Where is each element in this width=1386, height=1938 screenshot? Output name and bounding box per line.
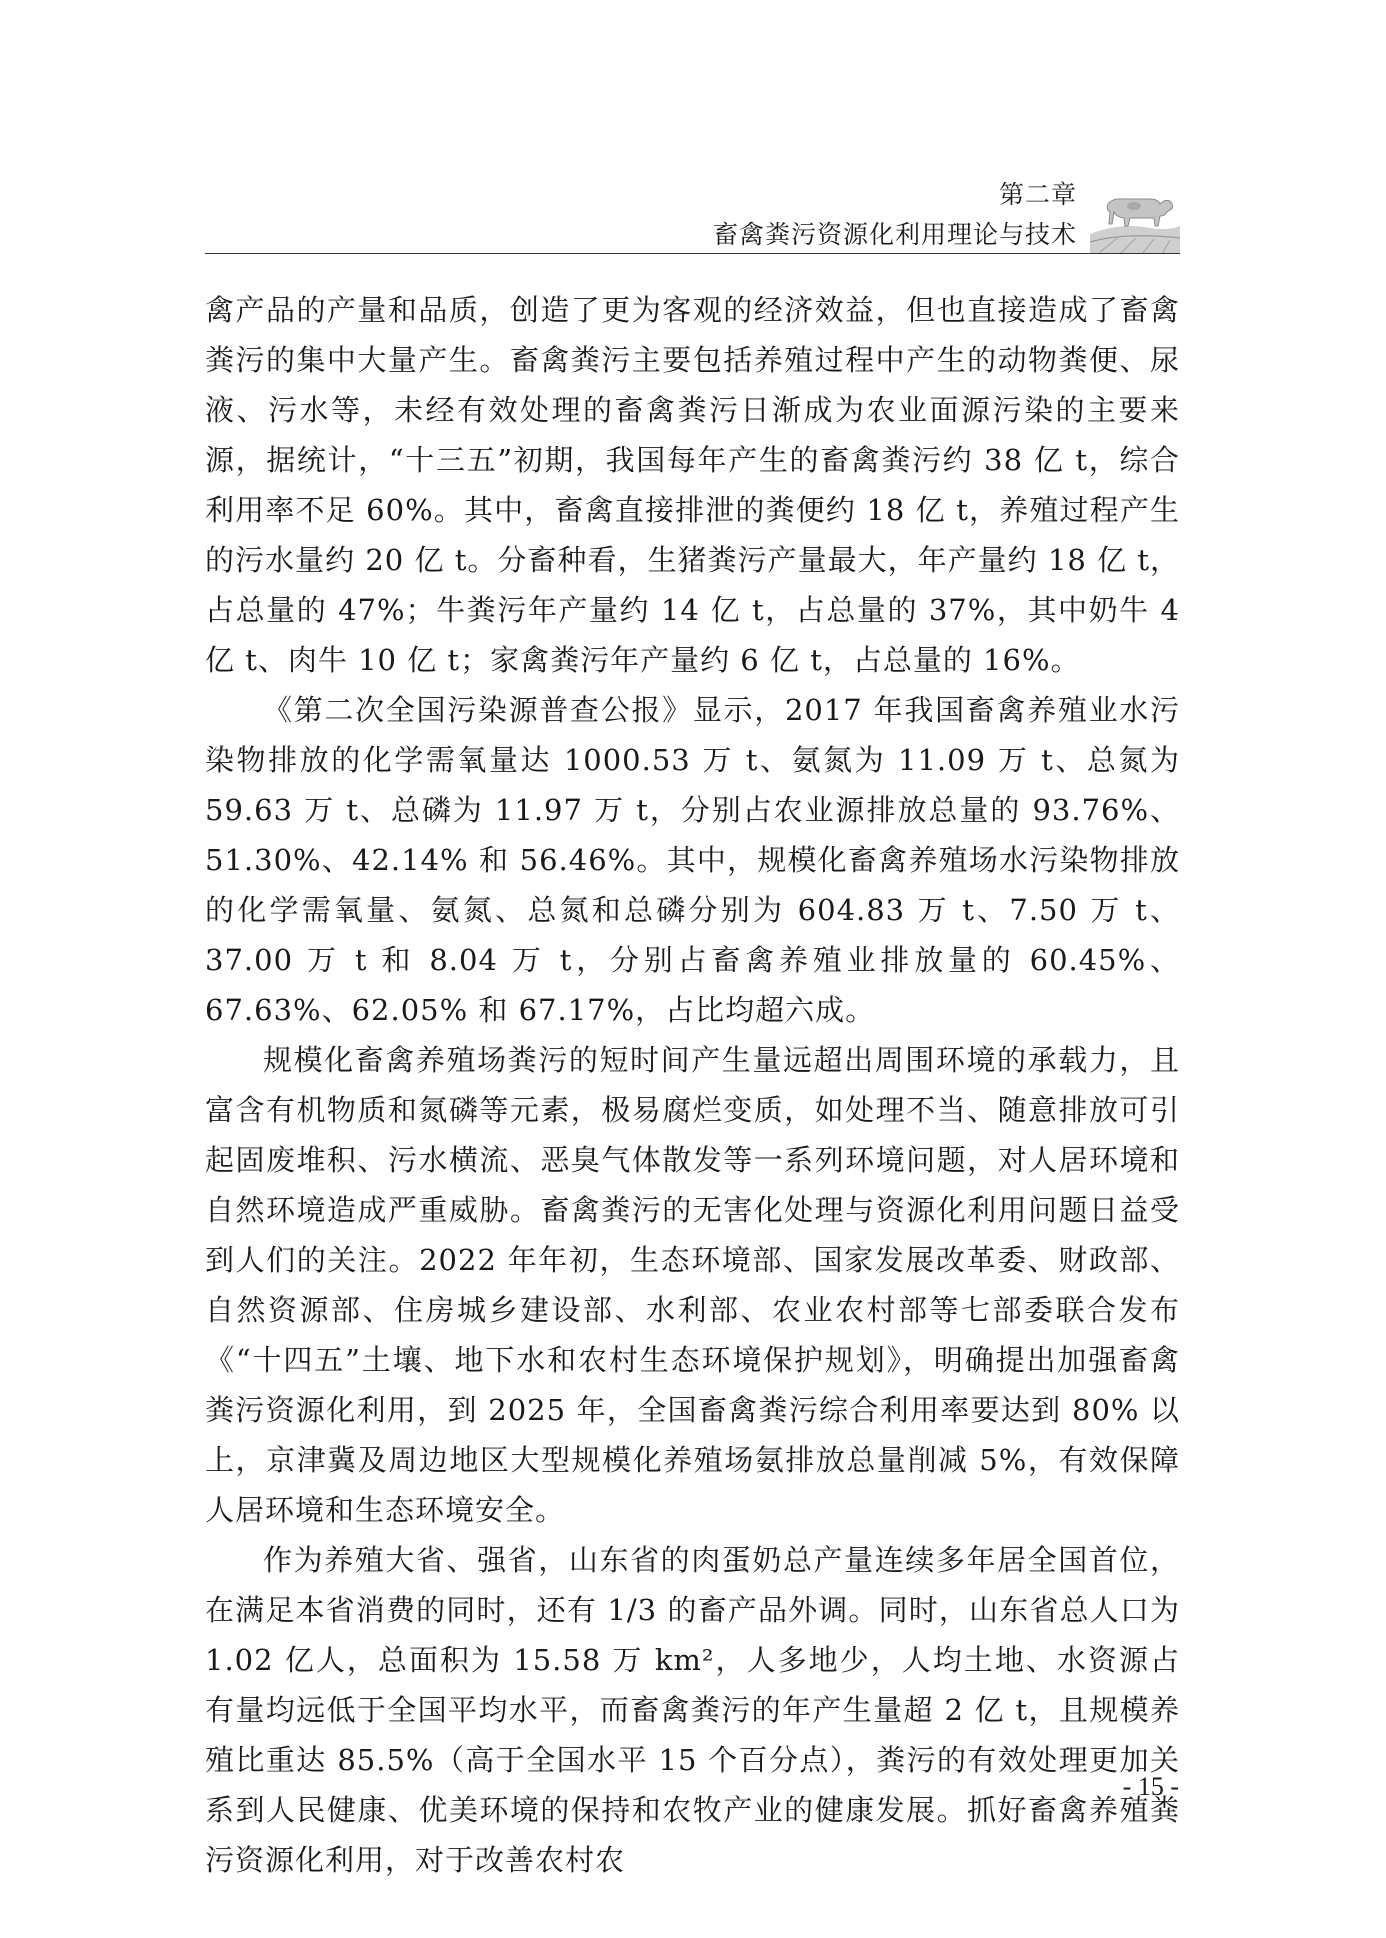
cow-on-farmland-icon bbox=[1090, 182, 1180, 254]
header-rule bbox=[205, 253, 1180, 254]
paragraph: 禽产品的产量和品质，创造了更为客观的经济效益，但也直接造成了畜禽粪污的集中大量产生。畜禽粪污主要包括养殖过程中产生的动物粪便、尿液、污水等，未经有效处理的畜禽粪污日渐成为农业面源污染的主要来源，据统计，“十三五”初期，我国每年产生的畜禽粪污约 38 亿 t，综合利用率不足 60%。其中，畜禽直接排泄的粪便约 18 亿 t，养殖过程产生的污水量约 20 亿 t。分畜种看，生猪粪污产量最大，年产量约 18 亿 t，占总量的 47%；牛粪污年产量约 14 亿 t，占总量的 37%，其中奶牛 4 亿 t、肉牛 10 亿 t；家禽粪污年产量约 6 亿 t，占总量的 16%。 bbox=[205, 293, 1180, 677]
body-text bbox=[205, 285, 1180, 1885]
running-header bbox=[205, 178, 1180, 253]
chapter-title: 畜禽粪污资源化利用理论与技术 bbox=[712, 220, 1077, 249]
paragraph: 作为养殖大省、强省，山东省的肉蛋奶总产量连续多年居全国首位，在满足本省消费的同时，还有 1/3 的畜产品外调。同时，山东省总人口为 1.02 亿人，总面积为 15.58 万 km²，人多地少，人均土地、水资源占有量均远低于全国平均水平，而畜禽粪污的年产生量超 2 亿 t，且规模养殖比重达 85.5%（高于全国水平 15 个百分点），粪污的有效处理更加关系到人民健康、优美环境的保持和农牧产业的健康发展。抓好畜禽养殖粪污资源化利用，对于改善农村农 bbox=[205, 1543, 1180, 1877]
chapter-label: 第二章 bbox=[998, 180, 1077, 209]
paragraph: 《第二次全国污染源普查公报》显示，2017 年我国畜禽养殖业水污染物排放的化学需氧量达 1000.53 万 t、氨氮为 11.09 万 t、总氮为 59.63 万 t、总磷为 11.97 万 t，分别占农业源排放总量的 93.76%、51.30%、42.14% 和 56.46%。其中，规模化畜禽养殖场水污染物排放的化学需氧量、氨氮、总氮和总磷分别为 604.83 万 t、7.50 万 t、37.00 万 t 和 8.04 万 t，分别占畜禽养殖业排放量的 60.45%、67.63%、62.05% 和 67.17%，占比均超六成。 bbox=[205, 693, 1180, 1027]
paragraph: 规模化畜禽养殖场粪污的短时间产生量远超出周围环境的承载力，且富含有机物质和氮磷等元素，极易腐烂变质，如处理不当、随意排放可引起固废堆积、污水横流、恶臭气体散发等一系列环境问题，对人居环境和自然环境造成严重威胁。畜禽粪污的无害化处理与资源化利用问题日益受到人们的关注。2022 年年初，生态环境部、国家发展改革委、财政部、自然资源部、住房城乡建设部、水利部、农业农村部等七部委联合发布《“十四五”土壤、地下水和农村生态环境保护规划》，明确提出加强畜禽粪污资源化利用，到 2025 年，全国畜禽粪污综合利用率要达到 80% 以上，京津冀及周边地区大型规模化养殖场氨排放总量削减 5%，有效保障人居环境和生态环境安全。 bbox=[205, 1043, 1180, 1527]
page-number: - 15 - bbox=[1122, 1772, 1179, 1801]
